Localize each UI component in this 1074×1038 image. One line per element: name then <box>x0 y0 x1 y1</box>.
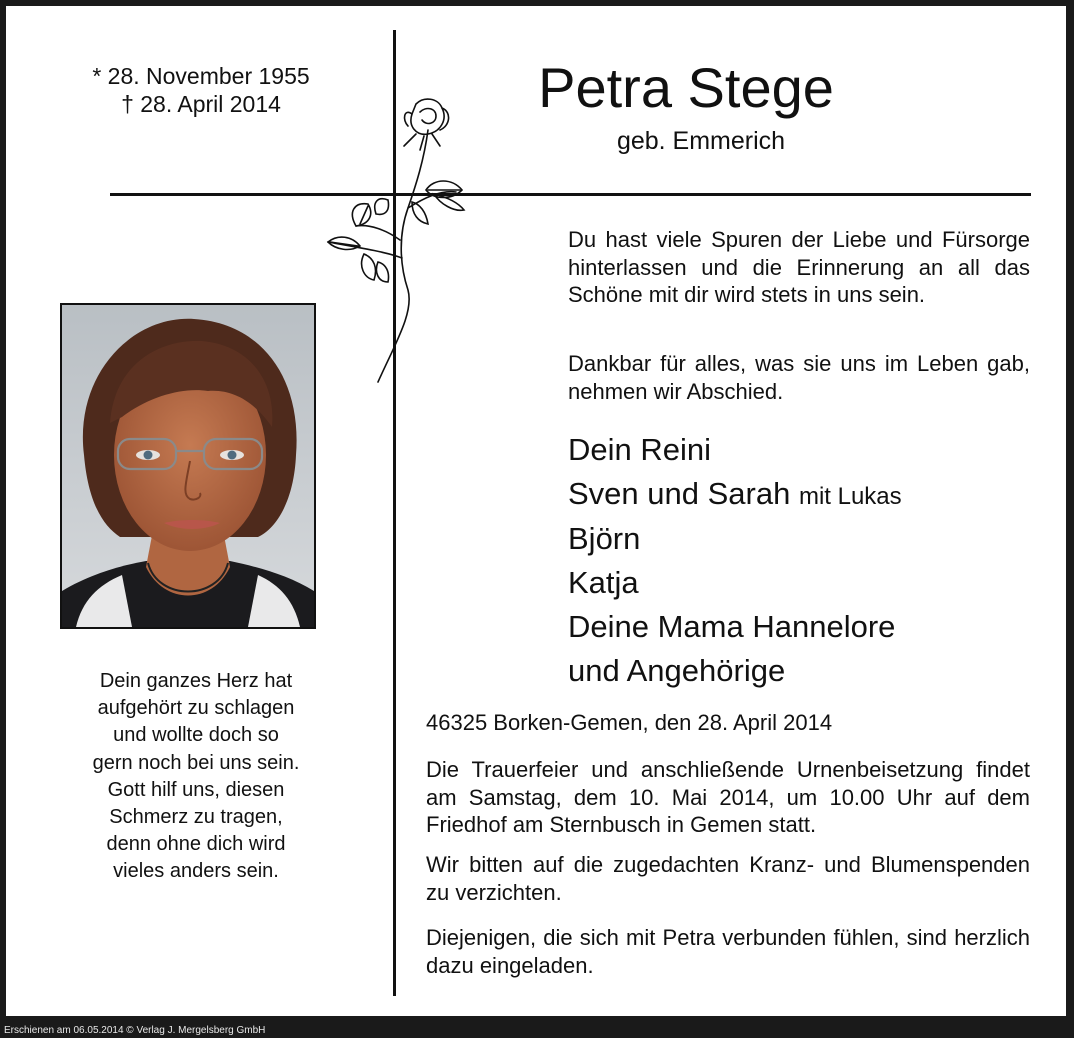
signature-line: Björn <box>568 521 641 556</box>
portrait-photo <box>60 303 316 629</box>
farewell-paragraph: Dankbar für alles, was sie uns im Leben gab, nehmen wir Abschied. <box>568 351 1030 404</box>
invitation-note: Diejenigen, die sich mit Petra verbunden fühlen, sind herzlich dazu eingeladen. <box>426 925 1030 978</box>
obituary-card <box>6 6 1066 1016</box>
birth-name: geb. Emmerich <box>616 127 786 155</box>
place-date: 46325 Borken-Gemen, den 28. April 2014 <box>426 710 833 735</box>
memorial-verse <box>46 668 346 886</box>
birth-date: * 28. November 1955 <box>92 63 310 89</box>
signature-line: Deine Mama Hannelore <box>568 609 896 644</box>
rose-icon <box>316 90 466 390</box>
verse-line: aufgehört zu schlagen <box>97 697 295 720</box>
intro-paragraph: Du hast viele Spuren der Liebe und Fürsorge hinterlassen und die Erinnerung an all das Schöne mit dir wird stets in uns sein. <box>568 227 1030 307</box>
verse-line: vieles anders sein. <box>113 860 279 883</box>
verse-line: denn ohne dich wird <box>106 833 286 856</box>
deceased-name: Petra Stege <box>538 56 834 119</box>
signature-line: Katja <box>568 565 639 600</box>
signature-names: Sven und Sarah <box>568 476 791 511</box>
cross-horizontal-line <box>110 193 1031 196</box>
signature-line: Dein Reini <box>568 432 712 467</box>
verse-line: Schmerz zu tragen, <box>109 806 283 829</box>
death-date: † 28. April 2014 <box>121 91 281 117</box>
verse-line: gern noch bei uns sein. <box>92 751 300 774</box>
signature-line <box>568 472 902 519</box>
publication-footer: Erschienen am 06.05.2014 © Verlag J. Mergelsberg GmbH <box>4 1025 266 1036</box>
portrait-image <box>62 305 314 627</box>
signature-line: und Angehörige <box>568 653 786 688</box>
verse-line: Gott hilf uns, diesen <box>107 778 285 801</box>
verse-line: Dein ganzes Herz hat <box>99 670 293 692</box>
life-dates <box>66 62 336 118</box>
signature-addition: mit Lukas <box>798 483 902 510</box>
flowers-note: Wir bitten auf die zugedachten Kranz- und Blumenspenden zu verzichten. <box>426 852 1030 905</box>
funeral-info: Die Trauerfeier und anschließende Urnenbeisetzung findet am Samstag, dem 10. Mai 2014, um 10.00 Uhr auf dem Friedhof am Sternbusch in Gemen statt. <box>426 757 1030 837</box>
verse-line: und wollte doch so <box>113 724 279 747</box>
